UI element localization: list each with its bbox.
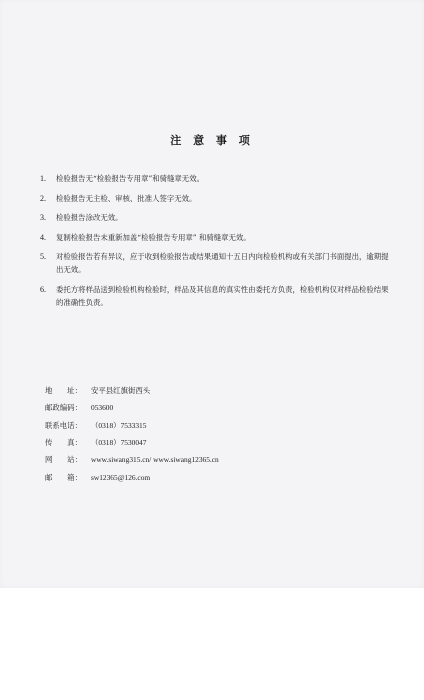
contact-label: 网 站： <box>45 455 82 465</box>
note-number: 4. <box>40 232 46 242</box>
contact-label: 联系电话： <box>45 420 82 430</box>
contact-label: 地 址： <box>45 386 82 396</box>
contact-label: 邮政编码： <box>45 403 82 413</box>
note-item <box>40 211 390 224</box>
notes-list <box>40 172 390 315</box>
background-margin <box>0 588 424 700</box>
contact-value: （0318）7530047 <box>91 438 147 448</box>
note-text: 检验报告无主检、审核、批准人签字无效。 <box>56 193 197 203</box>
note-number: 6. <box>40 284 46 294</box>
note-text: 对检验报告若有异议，应于收到检验报告或结果通知十五日内向检验机构或有关部门书面提出，逾期提出无效。 <box>56 252 389 274</box>
note-number: 5. <box>40 252 46 261</box>
note-item <box>40 250 390 276</box>
note-item <box>40 172 390 185</box>
contact-label: 传 真： <box>45 438 82 448</box>
contact-value: 053600 <box>91 403 114 413</box>
contact-row-fax <box>45 434 385 451</box>
contact-row-email <box>45 468 385 485</box>
note-item <box>40 192 390 205</box>
contact-value: sw12365@126.com <box>91 472 151 482</box>
note-number: 2. <box>40 193 46 203</box>
contact-row-phone <box>45 417 385 434</box>
note-text: 检验报告无“检验报告专用章”和骑缝章无效。 <box>56 174 204 183</box>
note-item <box>40 231 390 244</box>
note-item <box>40 283 390 309</box>
contact-value: 安平县红旗街西头 <box>91 386 151 396</box>
note-text: 委托方将样品送到检验机构检验时，样品及其信息的真实性由委托方负责，检验机构仅对样品检验结果的准确性负责。 <box>56 284 389 307</box>
contact-value: www.siwang315.cn/ www.siwang12365.cn <box>91 455 219 465</box>
contact-block <box>45 382 385 486</box>
contact-row-website <box>45 451 385 468</box>
contact-value: （0318）7533315 <box>91 420 147 430</box>
contact-row-postcode <box>45 399 385 416</box>
document-title: 注 意 事 项 <box>170 134 254 147</box>
contact-row-address <box>45 382 385 399</box>
note-number: 1. <box>40 174 46 183</box>
note-text: 检验报告涂改无效。 <box>56 213 123 222</box>
note-number: 3. <box>40 213 46 222</box>
contact-label: 邮 箱： <box>45 472 82 482</box>
note-text: 复制检验报告未重新加盖“检验报告专用章” 和骑缝章无效。 <box>56 232 251 242</box>
